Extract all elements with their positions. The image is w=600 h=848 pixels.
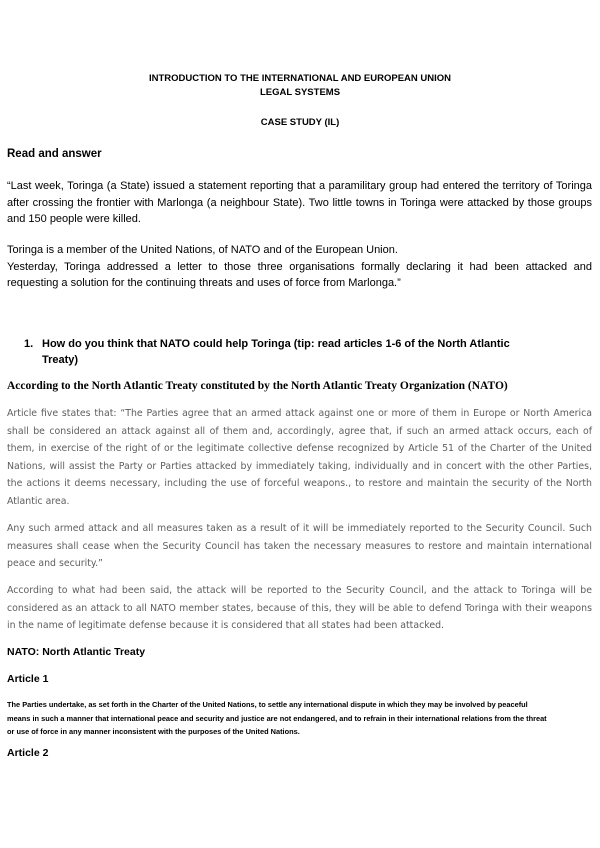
treaty-heading: NATO: North Atlantic Treaty [7,646,146,658]
case-paragraph-2-line1: Toringa is a member of the United Nations, of NATO and of the European Union. [7,244,398,256]
article-2-heading: Article 2 [7,747,49,759]
document-title-line2: LEGAL SYSTEMS [259,87,341,98]
article-1-text: The Parties undertake, as set forth in the Charter of the United Nations, to settle any international dispute in which they may be involved by peaceful means in such a manner that international peace and security and justice are not endangered, and to refrain in their international relations from the threat or use of force in any manner inconsistent with the purposes of the United Nations. [7,700,547,736]
case-paragraph-2 [7,242,592,292]
case-study-subtitle: CASE STUDY (IL) [260,117,340,128]
question-text: How do you think that NATO could help Toringa (tip: read articles 1-6 of the North Atlantic Treaty) [42,338,510,366]
answer-paragraph-1: Article five states that: “The Parties agree that an armed attack against one or more of them in Europe or North America shall be considered an attack against all of them and, accordingly, agree that, if such an armed attack occurs, each of them, in exercise of the right of or the legitimate collective defense recognized by Article 51 of the Charter of the United Nations, will assist the Party or Parties attacked by immediately taking, individually and in concert with the other Parties, the actions it deems necessary, including the use of forceful weapons., to restore and maintain the security of the North Atlantic area. [7,408,592,507]
case-paragraph-2-line2: Yesterday, Toringa addressed a letter to those three organisations formally declaring it had been attacked and requesting a solution for the continuing threats and uses of force from Marlonga.” [7,260,592,289]
answer-heading: According to the North Atlantic Treaty constituted by the North Atlantic Treaty Organization (NATO) [7,380,508,392]
question-item [24,336,544,368]
document-title-line1: INTRODUCTION TO THE INTERNATIONAL AND EUROPEAN UNION [148,73,452,84]
answer-paragraph-3: According to what had been said, the attack will be reported to the Security Council, and the attack to Toringa will be considered as an attack to all NATO member states, because of this, they will be able to defend Toringa with their weapons in the name of legitimate defense because it is considered that all states had been attacked. [7,585,592,632]
article-1-heading: Article 1 [7,673,49,685]
case-paragraph-1: “Last week, Toringa (a State) issued a statement reporting that a paramilitary group had entered the territory of Toringa after crossing the frontier with Marlonga (a neighbour State). Two little towns in Toringa were attacked by those groups and 150 people were killed. [7,180,592,225]
question-number: 1. [24,338,34,350]
answer-paragraph-2: Any such armed attack and all measures taken as a result of it will be immediately reported to the Security Council. Such measures shall cease when the Security Council has taken the necessary measures to restore and maintain international peace and security.” [7,523,592,570]
read-and-answer-heading: Read and answer [7,148,102,160]
